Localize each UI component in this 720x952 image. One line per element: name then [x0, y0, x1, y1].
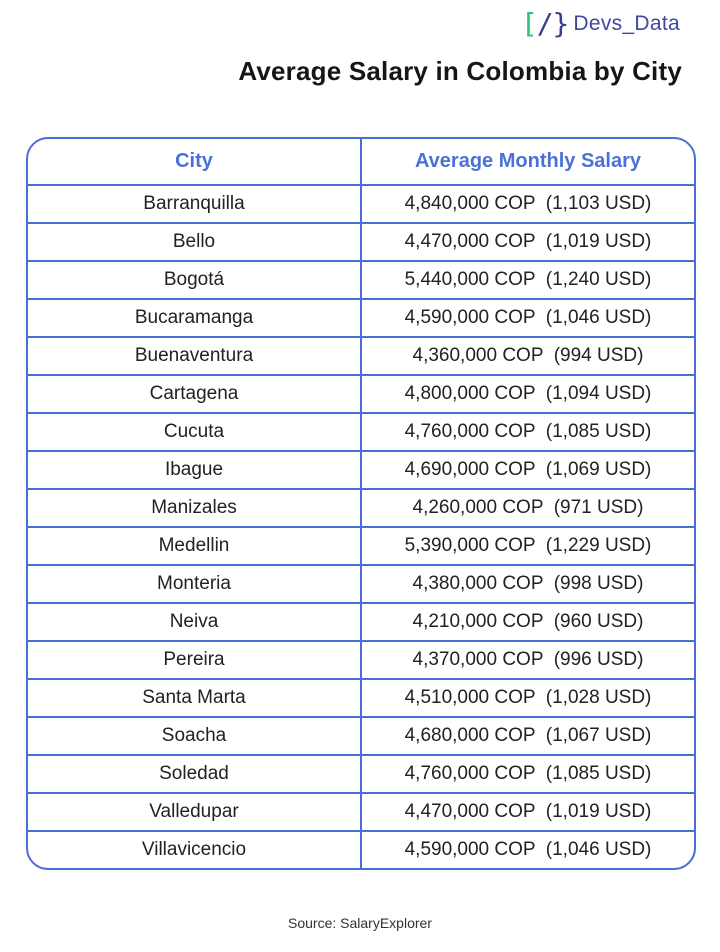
salary-cell: 4,470,000 COP (1,019 USD): [361, 793, 694, 831]
city-cell: Bogotá: [28, 261, 361, 299]
table-row: [28, 527, 694, 565]
salary-cell: 4,760,000 COP (1,085 USD): [361, 755, 694, 793]
salary-cell: 5,390,000 COP (1,229 USD): [361, 527, 694, 565]
table-row: [28, 299, 694, 337]
city-cell: Barranquilla: [143, 193, 245, 214]
table-row: [28, 831, 694, 868]
salary-cell: 4,690,000 COP (1,069 USD): [361, 451, 694, 489]
column-header-city: City: [28, 139, 361, 185]
salary-cell: 4,590,000 COP (1,046 USD): [361, 299, 694, 337]
chart-title: Average Salary in Colombia by City: [238, 56, 682, 86]
salary-cell: 4,510,000 COP (1,028 USD): [361, 679, 694, 717]
logo-bracket-close: }: [552, 7, 568, 40]
table-row: [28, 793, 694, 831]
table-row: [28, 375, 694, 413]
table-row: [28, 223, 694, 261]
table-row: [28, 755, 694, 793]
table-row: [28, 565, 694, 603]
devs-data-logo: [520, 7, 680, 40]
table-row: [28, 489, 694, 527]
city-cell: Cartagena: [28, 375, 361, 413]
table-row: [28, 717, 694, 755]
city-cell: Soledad: [28, 755, 361, 793]
city-cell: Neiva: [28, 603, 361, 641]
salary-cell: 4,370,000 COP (996 USD): [361, 641, 694, 679]
column-header-salary: Average Monthly Salary: [361, 139, 694, 185]
code-bracket-icon: [520, 7, 568, 40]
salary-cell: 5,440,000 COP (1,240 USD): [361, 261, 694, 299]
logo-slash: /: [536, 7, 552, 40]
logo-text: Devs_Data: [573, 12, 680, 35]
table-row: [28, 185, 694, 223]
salary-cell: 4,680,000 COP (1,067 USD): [361, 717, 694, 755]
city-cell: Bucaramanga: [28, 299, 361, 337]
city-cell: Santa Marta: [28, 679, 361, 717]
source-note: Source: SalaryExplorer: [288, 915, 432, 931]
salary-cell: 4,800,000 COP (1,094 USD): [361, 375, 694, 413]
salary-cell: 4,590,000 COP (1,046 USD): [361, 831, 694, 868]
salary-cell: 4,260,000 COP (971 USD): [361, 489, 694, 527]
salary-cell: 4,210,000 COP (960 USD): [361, 603, 694, 641]
salary-cell: 4,840,000 COP (1,103 USD): [361, 185, 694, 223]
table-row: [28, 337, 694, 375]
city-cell: Villavicencio: [28, 831, 361, 868]
city-cell: Manizales: [28, 489, 361, 527]
salary-cell: 4,470,000 COP (1,019 USD): [361, 223, 694, 261]
table-row: [28, 261, 694, 299]
city-cell: Buenaventura: [28, 337, 361, 375]
table-row: [28, 641, 694, 679]
city-cell: Ibague: [28, 451, 361, 489]
salary-cell: 4,760,000 COP (1,085 USD): [361, 413, 694, 451]
salary-cell: 4,360,000 COP (994 USD): [361, 337, 694, 375]
city-cell: Bello: [28, 223, 361, 261]
city-cell: Pereira: [28, 641, 361, 679]
table-row: [28, 603, 694, 641]
table-row: [28, 679, 694, 717]
table-row: [28, 451, 694, 489]
city-cell: Soacha: [28, 717, 361, 755]
salary-table-container: [26, 137, 696, 870]
table-body: [28, 185, 694, 868]
table-row: [28, 413, 694, 451]
city-cell: Monteria: [28, 565, 361, 603]
salary-table: [28, 139, 694, 868]
salary-cell: 4,380,000 COP (998 USD): [361, 565, 694, 603]
city-cell: Valledupar: [28, 793, 361, 831]
table-header-row: [28, 139, 694, 185]
city-cell: Medellin: [28, 527, 361, 565]
city-cell: Cucuta: [28, 413, 361, 451]
logo-bracket-open: [: [520, 7, 536, 40]
